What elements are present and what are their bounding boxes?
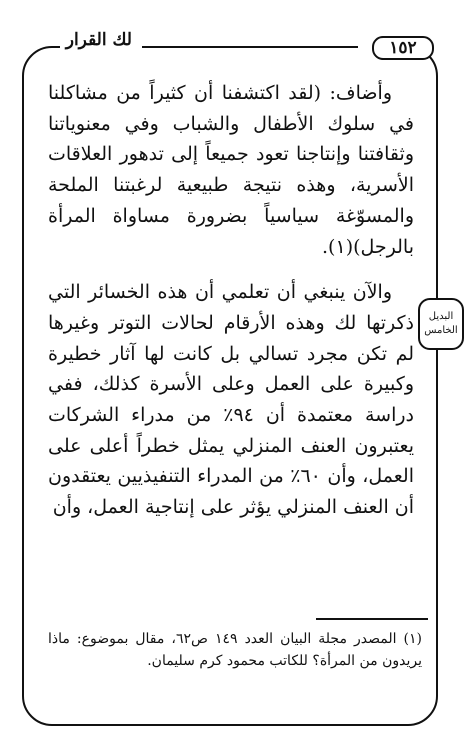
page-number: ١٥٢ <box>372 36 434 60</box>
section-side-badge <box>418 298 464 350</box>
side-badge-line-2: الخامس <box>424 325 458 336</box>
body-text <box>48 78 414 523</box>
footnote-separator <box>316 618 428 620</box>
footnote-text: (١) المصدر مجلة البيان العدد ١٤٩ ص٦٢، مقال بموضوع: ماذا يريدون من المرأة؟ للكاتب محمود كرم سليمان. <box>48 631 422 669</box>
footnote <box>48 628 422 672</box>
paragraph-2: والآن ينبغي أن تعلمي أن هذه الخسائر التي ذكرتها لك وهذه الأرقام لحالات التوتر وغيرها لم تكن مجرد تسالي بل كانت لها آثار خطيرة وكبيرة على العمل وعلى الأسرة كذلك، ففي دراسة معتمدة أن ٩٤٪ من مدراء الشركات يعتبرون العنف المنزلي يمثل خطراً أعلى على العمل، وأن ٦٠٪ من المدراء التنفيذيين يعتقدون أن العنف المنزلي يؤثر على إنتاجية العمل، وأن <box>48 281 414 519</box>
header-rule <box>142 46 358 48</box>
side-badge-line-1: البديل <box>428 311 454 322</box>
paragraph-1: وأضاف: (لقد اكتشفنا أن كثيراً من مشاكلنا في سلوك الأطفال والشباب وفي معنوياتنا وثقافتنا وإنتاجنا تعود جميعاً إلى تدهور العلاقات الأسرية، وهذه نتيجة طبيعية لرغبتنا الملحة والمسوّغة سياسياً بضرورة مساواة المرأة بالرجل)(١). <box>48 82 414 258</box>
running-header-title: لك القرار <box>65 30 132 50</box>
